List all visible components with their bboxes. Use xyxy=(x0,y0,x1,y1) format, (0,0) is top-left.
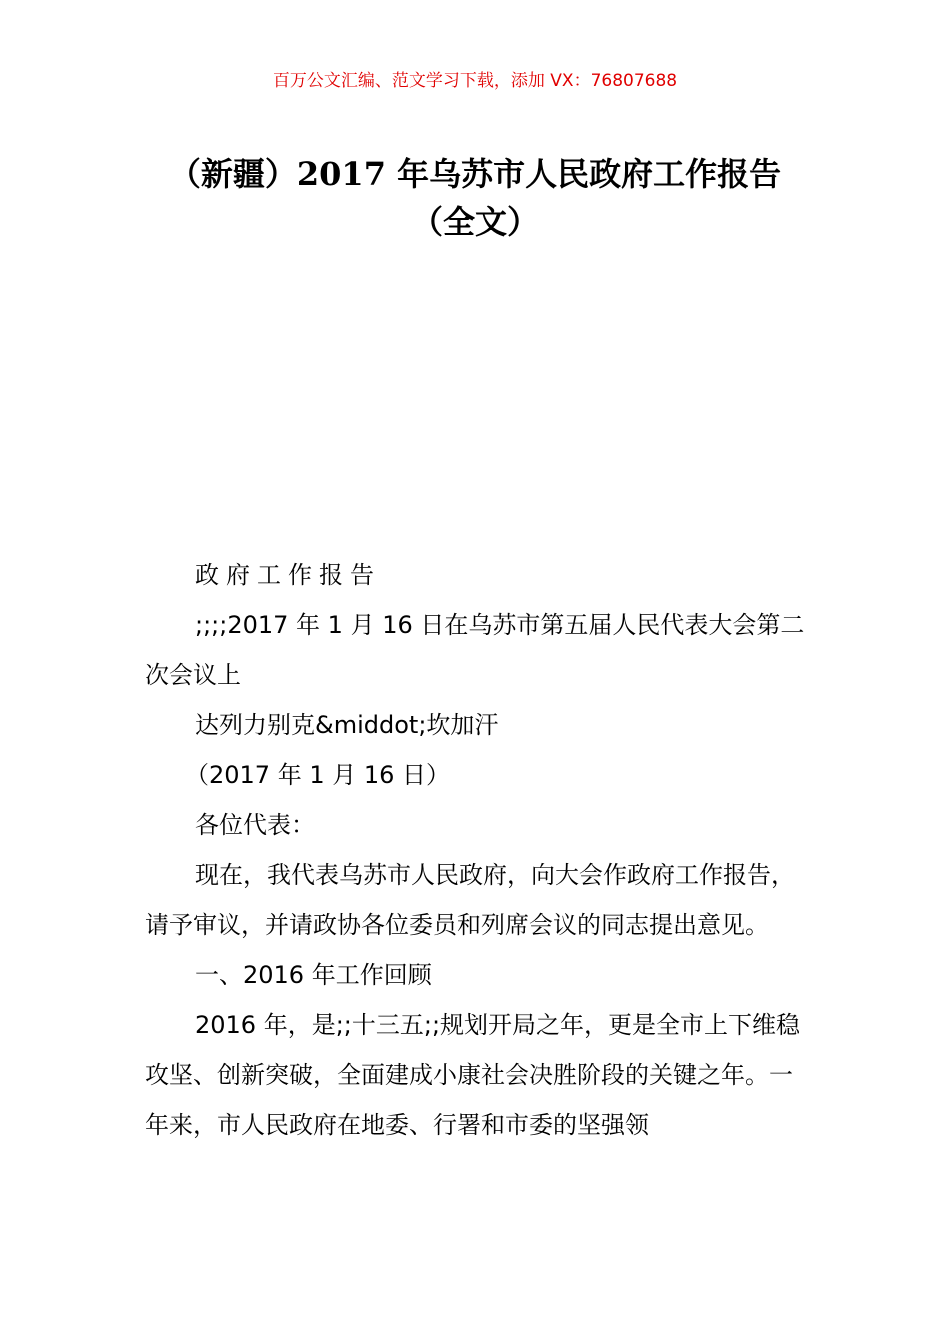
section-heading: 一、2016 年工作回顾 xyxy=(195,961,432,989)
title-line-1: （新疆）2017 年乌苏市人民政府工作报告 xyxy=(168,155,782,193)
salutation: 各位代表： xyxy=(195,811,315,839)
title-line-2: （全文） xyxy=(410,203,539,241)
meeting-info: ;;;;2017 年 1 月 16 日在乌苏市第五届人民代表大会第二次会议上 xyxy=(145,611,805,689)
review-paragraph: 2016 年，是;;十三五;;规划开局之年，更是全市上下维稳攻坚、创新突破，全面建成小康社会决胜阶段的关键之年。一年来，市人民政府在地委、行署和市委的坚强领 xyxy=(145,1011,801,1139)
document-body xyxy=(145,550,810,1150)
report-date: （2017 年 1 月 16 日） xyxy=(185,761,451,789)
intro-paragraph: 现在，我代表乌苏市人民政府，向大会作政府工作报告，请予审议，并请政协各位委员和列席会议的同志提出意见。 xyxy=(145,861,795,939)
document-title xyxy=(60,150,890,246)
speaker-name: 达列力别克&middot;坎加汗 xyxy=(195,711,499,739)
report-heading: 政府工作报告 xyxy=(195,561,381,589)
promo-banner: 百万公文汇编、范文学习下载，添加 VX：76807688 xyxy=(272,71,678,91)
